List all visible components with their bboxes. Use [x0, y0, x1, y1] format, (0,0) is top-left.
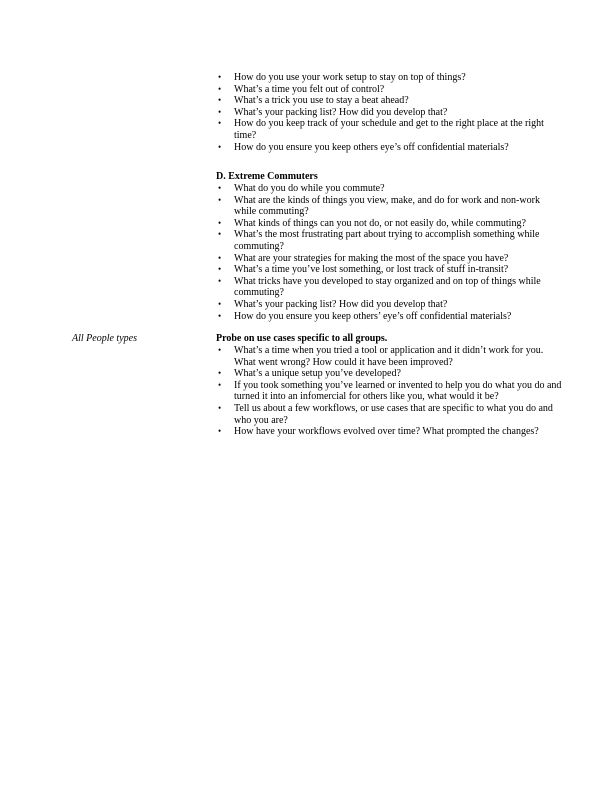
list-item-text: How do you keep track of your schedule and get to the right place at the right time? — [234, 118, 544, 141]
top-question-section — [216, 72, 562, 153]
list-item — [216, 311, 562, 323]
all-people-section — [216, 333, 562, 438]
bullet-icon: • — [218, 252, 222, 263]
bullet-icon: • — [218, 379, 222, 390]
list-item — [216, 380, 562, 403]
list-item — [216, 264, 562, 276]
list-item-text: What tricks have you developed to stay organized and on top of things while commuting? — [234, 275, 541, 299]
list-item-text: How do you ensure you keep others’ eye’s off confidential materials? — [234, 310, 512, 322]
list-item-text: Tell us about a few workflows, or use cases that are specific to what you do and who you are? — [234, 403, 553, 426]
bullet-icon: • — [218, 275, 222, 286]
list-item — [216, 72, 562, 84]
bullet-icon: • — [218, 403, 222, 414]
section-heading: D. Extreme Commuters — [216, 171, 318, 182]
list-item — [216, 345, 562, 368]
list-item — [216, 229, 562, 252]
list-item — [216, 95, 562, 107]
list-item — [216, 218, 562, 230]
list-item — [216, 276, 562, 299]
section-heading: Probe on use cases specific to all groups. — [216, 333, 388, 344]
list-item — [216, 253, 562, 265]
all-people-list — [216, 345, 562, 438]
bullet-icon: • — [218, 194, 222, 205]
top-question-list — [216, 72, 562, 153]
list-item-text: What’s the most frustrating part about trying to accomplish something while commuting? — [234, 229, 540, 253]
list-item-text: What’s a unique setup you’ve developed? — [234, 368, 401, 380]
list-item-text: What’s your packing list? How did you develop that? — [234, 106, 448, 118]
list-item — [216, 368, 562, 380]
bullet-icon: • — [218, 426, 222, 437]
list-item-text: How do you use your work setup to stay on top of things? — [234, 72, 466, 83]
bullet-icon: • — [218, 106, 222, 117]
bullet-icon: • — [218, 183, 222, 194]
bullet-icon: • — [218, 345, 222, 356]
all-people-types-label: All People types — [72, 333, 137, 344]
list-item-text: What’s a trick you use to stay a beat ahead? — [234, 95, 409, 107]
list-item-text: What’s a time you felt out of control? — [234, 83, 385, 95]
bullet-icon: • — [218, 310, 222, 321]
list-item — [216, 195, 562, 218]
bullet-icon: • — [218, 118, 222, 129]
bullet-icon: • — [218, 83, 222, 94]
list-item-text: What do you do while you commute? — [234, 183, 385, 195]
list-item-text: What kinds of things can you not do, or not easily do, while commuting? — [234, 217, 526, 229]
bullet-icon: • — [218, 299, 222, 310]
list-item-text: What’s a time when you tried a tool or application and it didn’t work for you. What went wrong? How could it have been improved? — [234, 345, 544, 368]
list-item — [216, 84, 562, 96]
list-item — [216, 118, 562, 141]
bullet-icon: • — [218, 95, 222, 106]
list-item — [216, 403, 562, 426]
list-item — [216, 107, 562, 119]
list-item-text: How have your workflows evolved over time? What prompted the changes? — [234, 426, 539, 438]
bullet-icon: • — [218, 368, 222, 379]
list-item-text: What are your strategies for making the most of the space you have? — [234, 252, 509, 264]
list-item-text: What’s your packing list? How did you develop that? — [234, 299, 448, 311]
list-item-text: How do you ensure you keep others eye’s off confidential materials? — [234, 141, 509, 153]
extreme-commuters-section — [216, 171, 562, 322]
bullet-icon: • — [218, 264, 222, 275]
bullet-icon: • — [218, 141, 222, 152]
extreme-commuters-list — [216, 183, 562, 322]
list-item-text: What are the kinds of things you view, make, and do for work and non-work while commuting? — [234, 194, 540, 218]
list-item-text: If you took something you’ve learned or invented to help you do what you do and turned it into an infomercial for others like you, what would it be? — [234, 379, 562, 403]
list-item — [216, 299, 562, 311]
list-item — [216, 142, 562, 154]
list-item-text: What’s a time you’ve lost something, or lost track of stuff in-transit? — [234, 264, 509, 276]
list-item — [216, 183, 562, 195]
list-item — [216, 426, 562, 438]
bullet-icon: • — [218, 72, 222, 82]
bullet-icon: • — [218, 217, 222, 228]
bullet-icon: • — [218, 229, 222, 240]
